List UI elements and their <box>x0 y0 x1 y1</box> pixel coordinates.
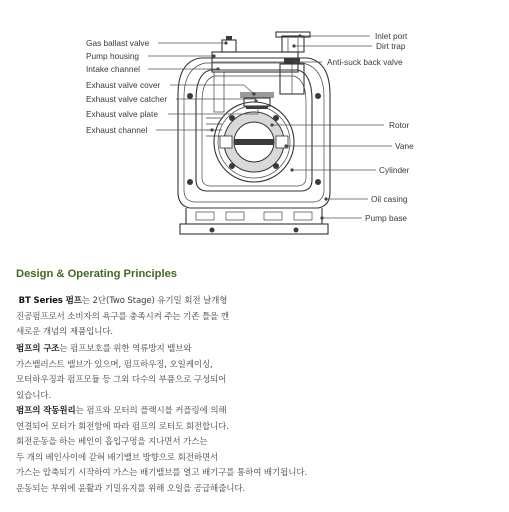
bt-series-label: BT Series 펌프 <box>18 296 82 306</box>
label-dirt-trap: Dirt trap <box>376 41 406 51</box>
intro-paragraph <box>16 294 229 341</box>
p2-line3: 모터하우징과 펌프모듈 등 그외 다수의 부품으로 구성되어 <box>16 375 227 385</box>
labels-right <box>327 31 414 223</box>
operation-paragraph <box>16 404 229 466</box>
p4-line1: 가스는 압축되기 시작하여 가스는 배기밸브를 열고 배기구를 통하여 배기됩니다. <box>16 468 308 478</box>
label-pump-base: Pump base <box>365 213 407 223</box>
p1-line2: 진공펌프로서 소비자의 욕구를 충족시켜 주는 기존 틀을 깬 <box>16 311 229 322</box>
label-gas-ballast-valve: Gas ballast valve <box>86 38 150 48</box>
pump-cross-section-diagram <box>0 0 509 250</box>
label-exhaust-valve-catcher: Exhaust valve catcher <box>86 94 168 104</box>
structure-heading: 펌프의 구조 <box>16 344 60 354</box>
labels-left <box>86 38 167 135</box>
label-exhaust-valve-plate: Exhaust valve plate <box>86 109 158 119</box>
p1-line1: 는 2단(Two Stage) 유기밀 회전 날개형 <box>81 296 228 306</box>
label-anti-suck-back-valve: Anti-suck back valve <box>327 57 403 67</box>
p3-line1: 는 펌프와 모터의 플랙시블 커플링에 의해 <box>75 406 227 416</box>
label-intake-channel: Intake channel <box>86 64 140 74</box>
p2-line2: 가스밸러스트 밸브가 있으며, 펌프하우징, 오일케이싱, <box>16 359 213 370</box>
label-vane: Vane <box>395 141 414 151</box>
p3-line3: 회전운동을 하는 베인이 흡입구멍을 지나면서 가스는 <box>16 437 208 447</box>
p4-line2: 운동되는 부위에 윤활과 기밀유지를 위해 오일을 공급해줍니다. <box>16 483 246 494</box>
structure-paragraph <box>16 342 226 404</box>
operation-heading: 펌프의 작동원리 <box>16 406 76 416</box>
label-cylinder: Cylinder <box>379 165 410 175</box>
label-exhaust-valve-cover: Exhaust valve cover <box>86 80 161 90</box>
label-inlet-port: Inlet port <box>375 31 408 41</box>
p1-line3: 새로운 개념의 제품입니다. <box>16 327 114 337</box>
label-exhaust-channel: Exhaust channel <box>86 125 148 135</box>
p2-line4: 있습니다. <box>16 390 52 401</box>
p3-line2: 연결되어 모터가 회전함에 따라 펌프의 로터도 회전합니다. <box>16 421 229 432</box>
exhaust-paragraph <box>16 466 307 497</box>
label-rotor: Rotor <box>389 120 410 130</box>
label-pump-housing: Pump housing <box>86 51 140 61</box>
p3-line4: 두 개의 베인사이에 갇혀 배기밸브 방향으로 회전하면서 <box>16 452 219 463</box>
label-oil-casing: Oil casing <box>371 194 408 204</box>
section-title: Design & Operating Principles <box>16 268 178 280</box>
p2-line1: 는 펌프보호를 위한 역류방지 밸브와 <box>59 344 192 354</box>
